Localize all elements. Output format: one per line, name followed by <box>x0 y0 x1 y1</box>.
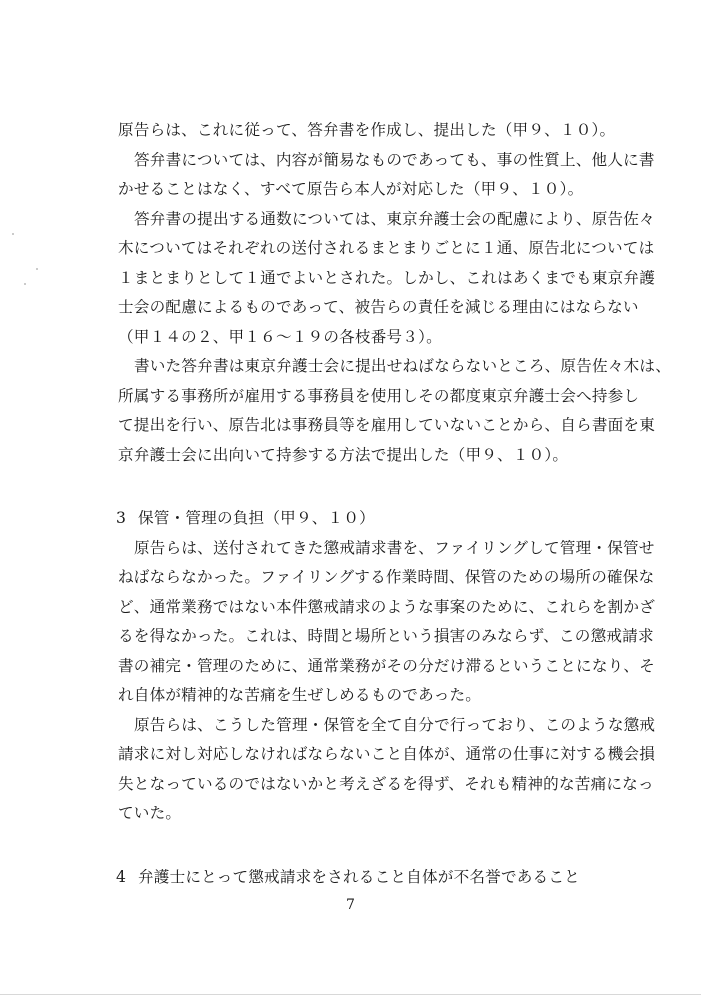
scan-speck <box>12 233 14 235</box>
body-line: 答弁書の提出する通数については、東京弁護士会の配慮により、原告佐々 <box>134 209 655 228</box>
scan-speck <box>36 268 38 270</box>
body-line: 失となっているのではないかと考えざるを得ず、それも精神的な苦痛になっ <box>118 774 654 793</box>
body-line: 書いた答弁書は東京弁護士会に提出せねばならないところ、原告佐々木は、 <box>134 357 671 375</box>
body-line: 木についてはそれぞれの送付されるまとまりごとに１通、原告北については <box>118 239 655 257</box>
page-number: 7 <box>346 897 355 913</box>
body-line: ねばならなかった。ファイリングする作業時間、保管のための場所の確保な <box>118 568 655 586</box>
body-line: るを得なかった。これは、時間と場所という損害のみならず、この懲戒請求 <box>118 627 654 645</box>
body-line: て提出を行い、原告北は事務員等を雇用していないことから、自ら書面を東 <box>118 416 655 434</box>
document-body <box>116 116 671 892</box>
body-line: 所属する事務所が雇用する事務員を使用しその都度東京弁護士会へ持参し <box>118 386 640 405</box>
body-line: 書の補完・管理のために、通常業務がその分だけ滞るということになり、そ <box>118 656 655 675</box>
section-title: 保管・管理の負担（甲９、１０） <box>138 509 375 527</box>
body-line: 原告らは、送付されてきた懲戒請求書を、ファイリングして管理・保管せ <box>134 538 655 557</box>
body-line: 原告らは、こうした管理・保管を全て自分で行っており、このような懲戒 <box>134 715 656 734</box>
body-line: れ自体が精神的な苦痛を生ぜしめるものであった。 <box>118 686 482 704</box>
body-line: （甲１４の２、甲１６～１９の各枝番号３）。 <box>118 327 442 346</box>
section-heading-3 <box>116 504 600 534</box>
body-line: 請求に対し対応しなければならないこと自体が、通常の仕事に対する機会損 <box>118 745 655 763</box>
body-line: かせることはなく、すべて原告ら本人が対応した（甲９、１０）。 <box>118 180 584 198</box>
body-line: 原告らは、これに従って、答弁書を作成し、提出した（甲９、１０）。 <box>118 121 616 139</box>
scan-edge <box>0 994 701 995</box>
body-line: 京弁護士会に出向いて持参する方法で提出した（甲９、１０）。 <box>118 445 569 464</box>
section-number: 3 <box>116 509 127 527</box>
section-title: 弁護士にとって懲戒請求をされること自体が不名誉であること <box>138 867 580 886</box>
section-number: 4 <box>116 867 127 886</box>
body-line: ど、通常業務ではない本件懲戒請求のような事案のために、これらを割かざ <box>118 597 655 616</box>
body-line: ていた。 <box>118 804 182 822</box>
section-heading-4 <box>116 863 600 893</box>
body-line: １まとまりとして１通でよいとされた。しかし、これはあくまでも東京弁護 <box>118 268 655 287</box>
body-line: 士会の配慮によるものであって、被告らの責任を減じる理由にはならない <box>118 298 639 316</box>
scan-speck <box>24 283 26 285</box>
body-line: 答弁書については、内容が簡易なものであっても、事の性質上、他人に書 <box>134 150 655 169</box>
